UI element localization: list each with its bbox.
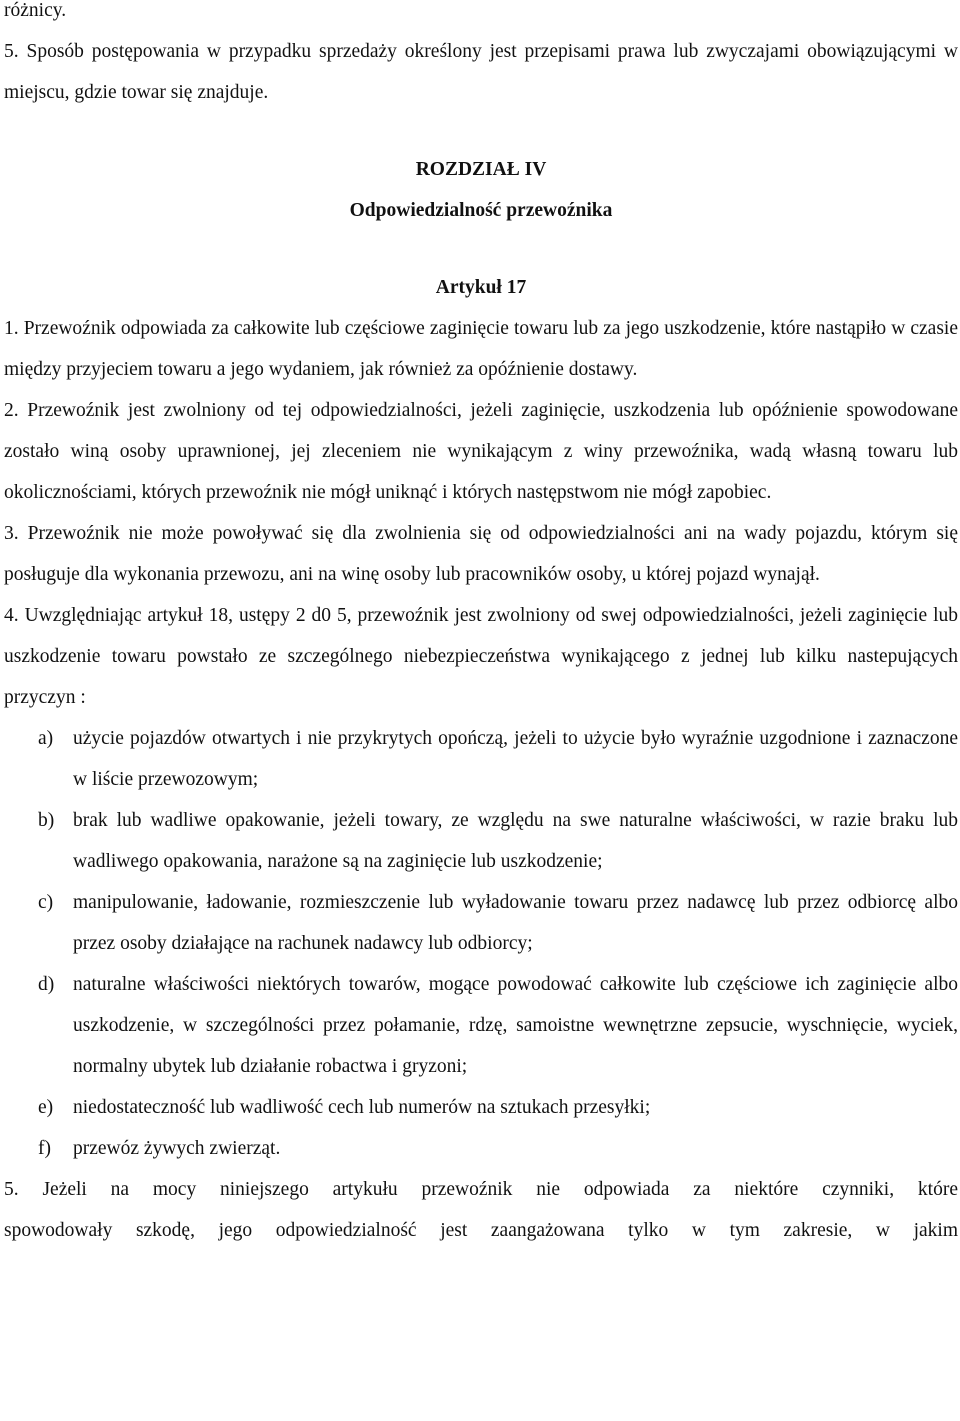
list-item-f — [4, 1128, 958, 1169]
list-text: przewóz żywych zwierząt. — [73, 1138, 281, 1159]
list-item-c — [4, 882, 958, 964]
list-text: manipulowanie, ładowanie, rozmieszczenie lub wyładowanie towaru przez nadawcę lub przez odbiorcę albo przez osoby działające na rachunek nadawcy lub odbiorcy; — [73, 892, 958, 954]
list-marker: e) — [38, 1097, 54, 1118]
article-section-5-line-1: 5. Jeżeli na mocy niniejszego artykułu przewoźnik nie odpowiada za niektóre czynniki, które — [4, 1179, 958, 1200]
article-title: Artykuł 17 — [435, 277, 527, 298]
list-text: niedostateczność lub wadliwość cech lub numerów na sztukach przesyłki; — [73, 1097, 651, 1118]
chapter-subtitle: Odpowiedzialność przewoźnika — [349, 200, 613, 221]
list-marker: a) — [38, 728, 54, 749]
list-item-e — [4, 1087, 958, 1128]
list-marker: c) — [38, 892, 54, 913]
document-page — [4, 0, 958, 1251]
article-section-2: 2. Przewoźnik jest zwolniony od tej odpowiedzialności, jeżeli zaginięcie, uszkodzenia lub opóźnienie spowodowane zostało winą osoby uprawnionej, jej zleceniem nie wynikającym z winy przewoźnika, wadą własną towaru lub okolicznościami, których przewoźnik nie mógł uniknąć i których następstwom nie mógł zapobiec. — [4, 400, 958, 503]
spacer — [4, 231, 958, 267]
list-text: naturalne właściwości niektórych towarów, mogące powodować całkowite lub częściowe ich zaginięcie albo uszkodzenie, w szczególności przez połamanie, rdzę, samoistne wewnętrzne zepsucie, wyschnięcie, wyciek, normalny ubytek lub działanie robactwa i gryzoni; — [73, 974, 958, 1077]
list-text: użycie pojazdów otwartych i nie przykrytych opończą, jeżeli to użycie było wyraźnie uzgodnione i zaznaczone w liście przewozowym; — [73, 728, 958, 790]
list-text: brak lub wadliwe opakowanie, jeżeli towary, ze względu na swe naturalne właściwości, w razie braku lub wadliwego opakowania, narażone są na zaginięcie lub uszkodzenie; — [73, 810, 958, 872]
chapter-title: ROZDZIAŁ IV — [415, 159, 547, 180]
article-section-4: 4. Uwzględniając artykuł 18, ustępy 2 d0 5, przewoźnik jest zwolniony od swej odpowiedzialności, jeżeli zaginięcie lub uszkodzenie towaru powstało ze szczególnego niebezpieczeństwa wynikającego z jednej lub kilku nastepujących przyczyn : — [4, 605, 958, 708]
list-marker: b) — [38, 810, 55, 831]
spacer — [4, 113, 958, 149]
article-section-3: 3. Przewoźnik nie może powoływać się dla zwolnienia się od odpowiedzialności ani na wady pojazdu, którym się posługuje dla wykonania przewozu, ani na winę osoby lub pracowników osoby, u której pojazd wynajął. — [4, 523, 958, 585]
article-section-5-line-2: spowodowały szkodę, jego odpowiedzialność jest zaangażowana tylko w tym zakresie, w jakim — [4, 1220, 958, 1241]
list-item-b — [4, 800, 958, 882]
article-section-1: 1. Przewoźnik odpowiada za całkowite lub częściowe zaginięcie towaru lub za jego uszkodzenie, które nastąpiło w czasie między przyjeciem towaru a jego wydaniem, jak również za opóźnienie dostawy. — [4, 318, 958, 380]
list-marker: d) — [38, 974, 55, 995]
paragraph-sale-procedure: 5. Sposób postępowania w przypadku sprzedaży określony jest przepisami prawa lub zwyczajami obowiązującymi w miejscu, gdzie towar się znajduje. — [4, 41, 958, 103]
list-marker: f) — [38, 1138, 51, 1159]
paragraph-intro-end: różnicy. — [4, 0, 67, 21]
list-item-a — [4, 718, 958, 800]
list-item-d — [4, 964, 958, 1087]
